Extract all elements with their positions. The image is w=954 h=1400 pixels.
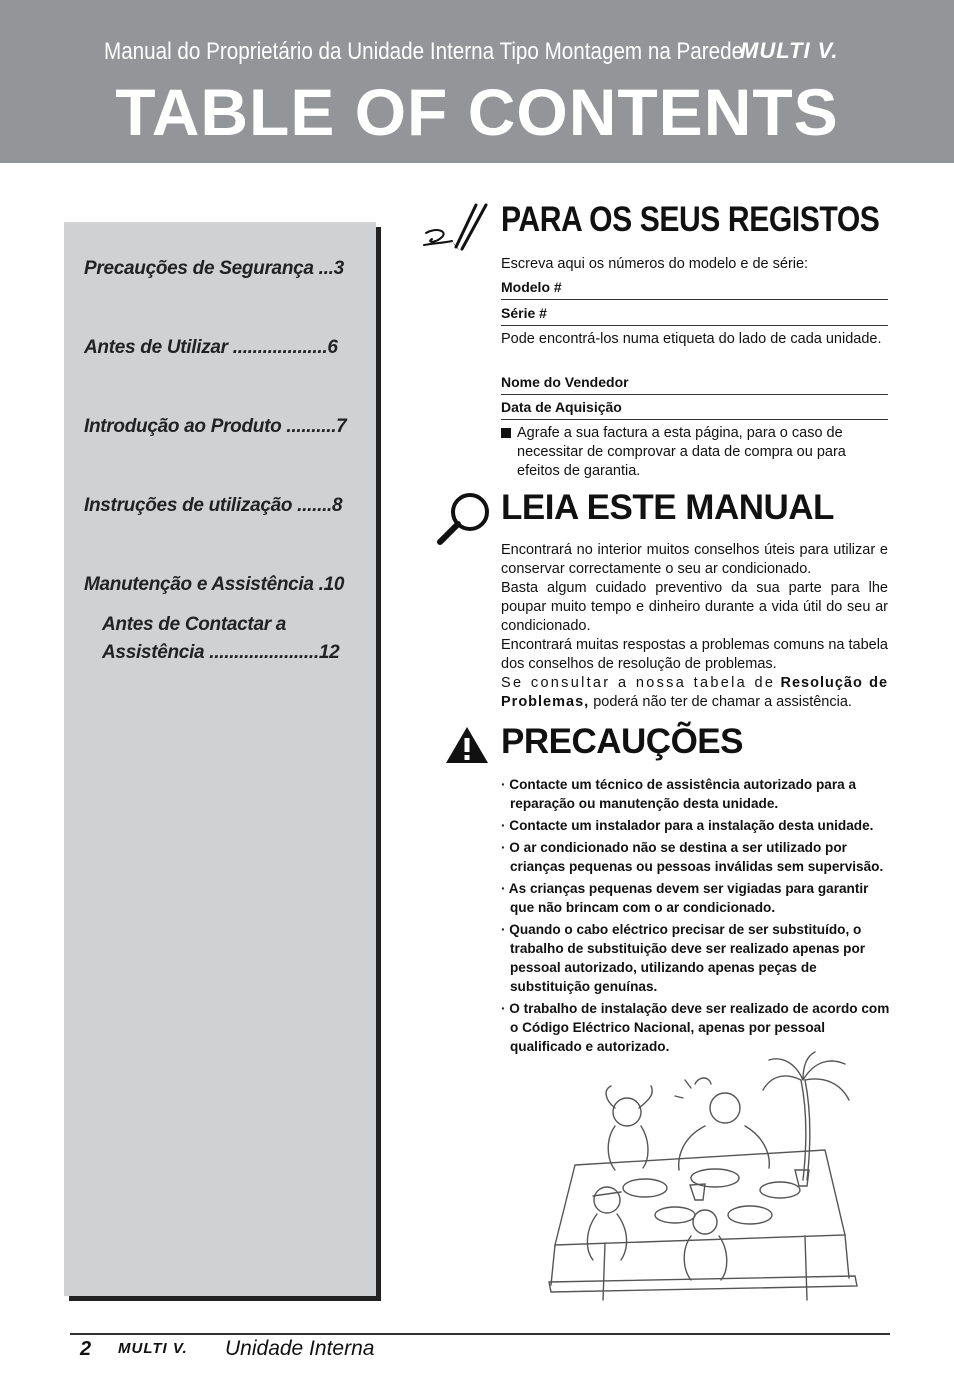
toc-item-intro[interactable]: Introdução ao Produto ..........7 (84, 416, 347, 437)
manual-text-part: Se consultar a nossa tabela de (501, 675, 776, 691)
precaution-item: · O trabalho de instalação deve ser realizado de acordo com o Código Eléctrico Nacional, apenas por pessoal qualificado e autorizado. (501, 1001, 890, 1054)
precaution-item: · O ar condicionado não se destina a ser utilizado por crianças pequenas ou pessoas inválidas sem supervisão. (501, 840, 884, 874)
precaution-item: · Contacte um técnico de assistência autorizado para a reparação ou manutenção desta unidade. (501, 777, 857, 811)
serial-field[interactable]: Série # (501, 305, 888, 326)
manual-paragraph: Encontrará muitas respostas a problemas comuns na tabela dos conselhos de resolução de problemas. (501, 637, 888, 672)
manual-paragraph: Basta algum cuidado preventivo da sua parte para lhe poupar muito tempo e dinheiro durante a vida útil do seu ar condicionado. (501, 580, 888, 634)
manual-title: LEIA ESTE MANUAL (501, 488, 834, 527)
toc-panel (64, 222, 376, 1296)
footer-divider (70, 1333, 890, 1335)
toc-item-before-use[interactable]: Antes de Utilizar ...................6 (84, 337, 338, 358)
staple-note (501, 424, 888, 481)
model-field[interactable]: Modelo # (501, 279, 888, 300)
records-intro: Escreva aqui os números do modelo e de série: (501, 256, 809, 272)
toc-item-instructions[interactable]: Instruções de utilização .......8 (84, 495, 343, 516)
page-header (0, 0, 954, 163)
dealer-field[interactable]: Nome do Vendedor (501, 374, 888, 395)
magnifier-icon (434, 490, 494, 546)
purchase-date-field[interactable]: Data de Aquisição (501, 399, 888, 420)
page-title: TABLE OF CONTENTS (115, 75, 839, 149)
precaution-item: · Contacte um instalador para a instalação desta unidade. (501, 818, 874, 833)
manual-paragraph (501, 674, 888, 712)
precautions-list (501, 775, 896, 1059)
manual-paragraph: Encontrará no interior muitos conselhos úteis para utilizar e conservar correctamente o seu ar condicionado. (501, 542, 888, 577)
manual-text (501, 541, 888, 712)
troubleshooting-link: Resolução de Problemas, (501, 675, 889, 710)
precaution-item: · As crianças pequenas devem ser vigiadas para garantir que não brincam com o ar condicionado. (501, 881, 869, 915)
picnic-illustration (545, 1050, 875, 1310)
toc-item-before-contact[interactable]: Antes de Contactar a Assistência ......................12 (102, 614, 340, 663)
page-number: 2 (80, 1338, 92, 1360)
toc-item-safety[interactable]: Precauções de Segurança ...3 (84, 258, 344, 279)
toc-item-maintenance[interactable]: Manutenção e Assistência .10 (84, 574, 345, 595)
footer-unit-label: Unidade Interna (225, 1337, 375, 1360)
staple-note-text: Agrafe a sua factura a esta página, para o caso de necessitar de comprovar a data de compra ou para efeitos de garantia. (517, 425, 846, 479)
precaution-item: · Quando o cabo eléctrico precisar de ser substituído, o trabalho de substituição deve ser realizado apenas por pessoal autorizado, utilizando apenas peças de substituição genuínas. (501, 922, 866, 994)
precautions-title: PRECAUÇÕES (501, 722, 743, 761)
square-bullet-icon (501, 428, 511, 438)
warning-icon (444, 725, 490, 765)
pen-icon (422, 197, 492, 253)
label-note: Pode encontrá-los numa etiqueta do lado de cada unidade. (501, 331, 882, 347)
brand-logo: MULTI V. (740, 38, 839, 63)
footer-brand-logo: MULTI V. (118, 1340, 188, 1357)
header-subtitle: Manual do Proprietário da Unidade Interna Tipo Montagem na Parede (104, 38, 744, 65)
records-title: PARA OS SEUS REGISTOS (501, 200, 880, 239)
manual-text-part: poderá não ter de chamar a assistência. (593, 694, 852, 710)
